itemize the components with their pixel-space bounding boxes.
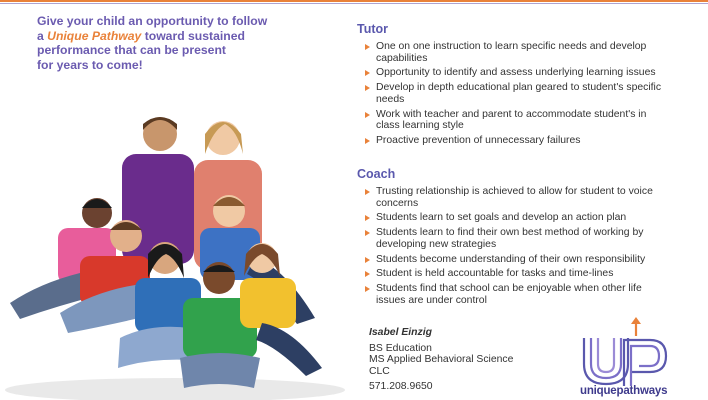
list-item: One on one instruction to learn specific needs and develop capabilities bbox=[365, 41, 665, 64]
tutor-heading: Tutor bbox=[357, 22, 389, 36]
tagline-line-2 bbox=[37, 29, 337, 44]
logo-wordmark: uniquepathways bbox=[580, 385, 668, 397]
tagline-line-2-pre: a bbox=[37, 28, 48, 43]
coach-heading: Coach bbox=[357, 167, 396, 181]
credential: BS Education bbox=[369, 342, 432, 354]
credential: CLC bbox=[369, 365, 390, 377]
list-item: Work with teacher and parent to accommodate student's in class learning style bbox=[365, 109, 665, 132]
list-item: Students learn to find their own best method of working by developing new strategies bbox=[365, 227, 665, 250]
tagline-line-4: for years to come! bbox=[37, 57, 143, 72]
list-item: Opportunity to identify and assess underlying learning issues bbox=[365, 67, 665, 79]
list-item: Students learn to set goals and develop an action plan bbox=[365, 212, 665, 224]
signature-block bbox=[369, 327, 513, 393]
tagline-line-2-post: toward sustained bbox=[141, 28, 245, 43]
tutor-list bbox=[365, 41, 665, 150]
list-item: Proactive prevention of unnecessary failures bbox=[365, 135, 665, 147]
tagline bbox=[37, 14, 337, 72]
list-item: Students become understanding of their own responsibility bbox=[365, 254, 665, 266]
list-item: Trusting relationship is achieved to allow for student to voice concerns bbox=[365, 186, 665, 209]
coach-list bbox=[365, 186, 665, 309]
tagline-line-1: Give your child an opportunity to follow bbox=[37, 14, 268, 28]
list-item: Students find that school can be enjoyable when other life issues are under control bbox=[365, 283, 665, 306]
list-item: Develop in depth educational plan geared to student's specific needs bbox=[365, 82, 665, 105]
list-item: Student is held accountable for tasks and time-lines bbox=[365, 268, 665, 280]
signature-name: Isabel Einzig bbox=[369, 327, 432, 338]
credential: MS Applied Behavioral Science bbox=[369, 354, 514, 366]
top-border bbox=[0, 0, 708, 5]
phone-number: 571.208.9650 bbox=[369, 381, 433, 393]
tagline-line-3: performance that can be present bbox=[37, 43, 226, 58]
tagline-highlight: Unique Pathway bbox=[47, 28, 142, 43]
children-group-photo bbox=[0, 108, 350, 400]
